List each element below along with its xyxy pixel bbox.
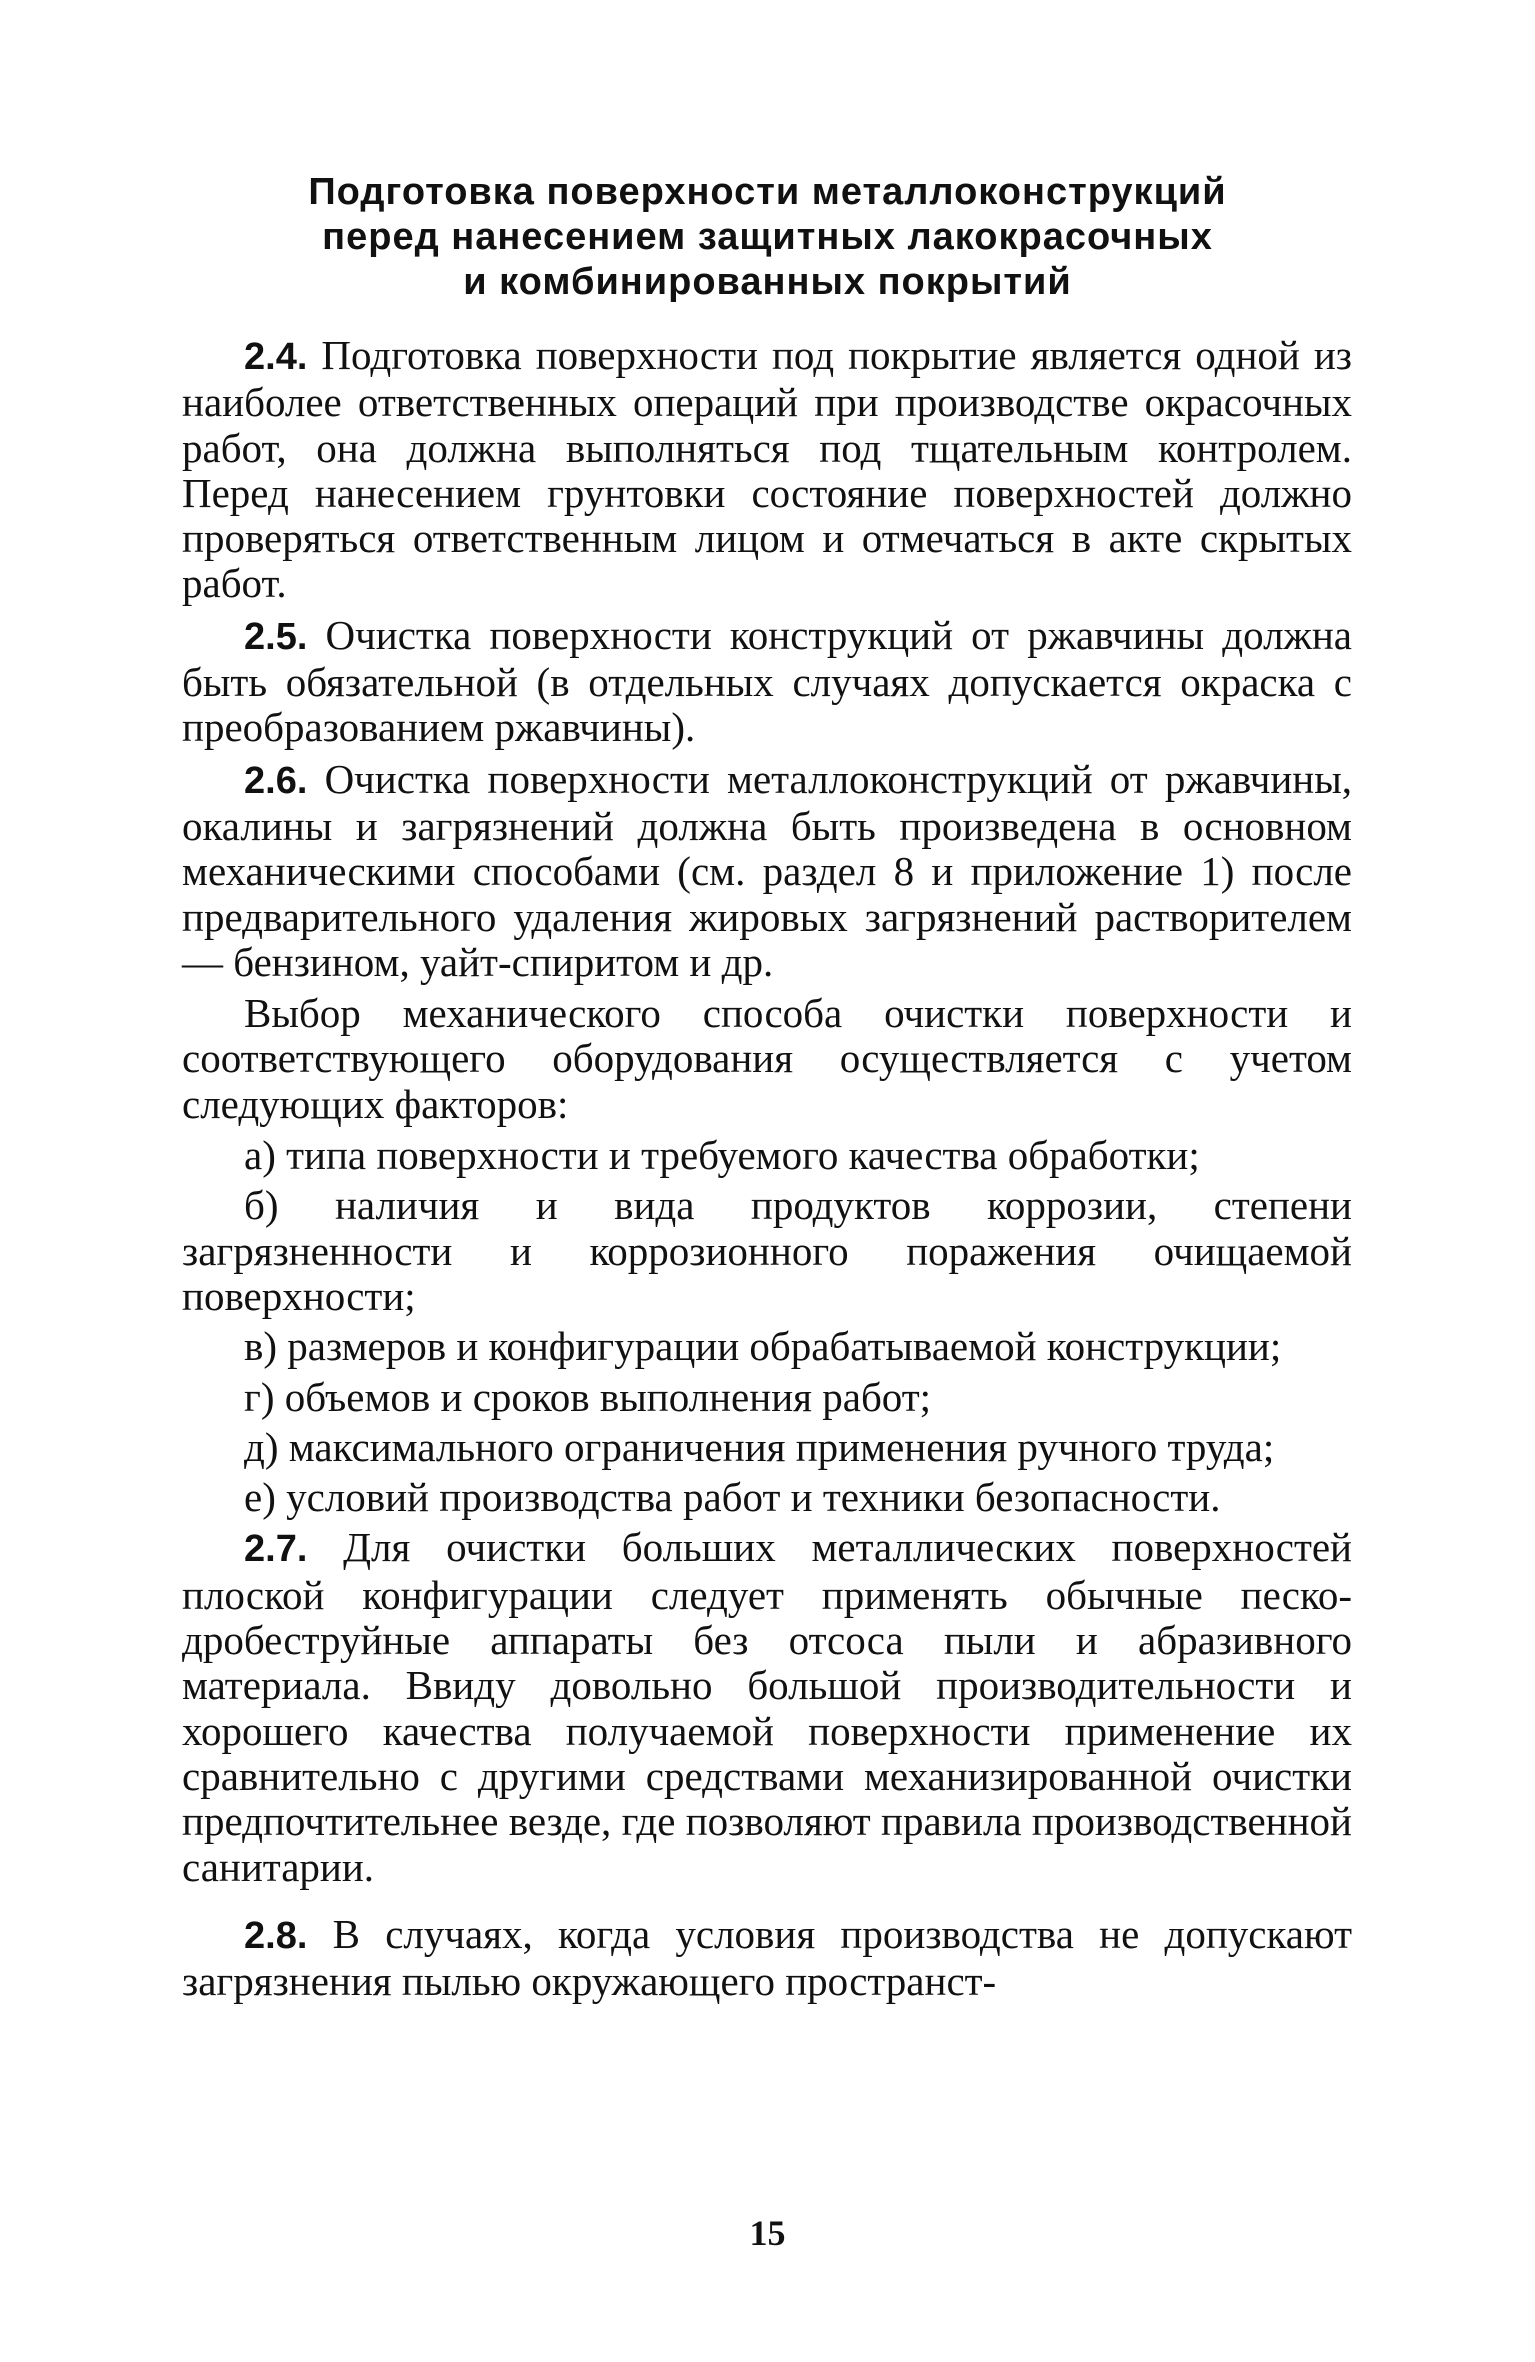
paragraph-number: 2.4. [244,336,308,378]
paragraph-2-7 [182,1525,1352,1889]
paragraph-selection-intro [182,991,1352,1127]
paragraph-text: В случаях, когда условия производства не допускают загрязнения пылью окружающего пространст- [182,1910,1352,2005]
heading-line-3: и комбинированных покрытий [463,261,1072,303]
paragraph-text: Очистка поверхности металлоконструкций от ржавчины, окалины и загрязнений должна быть произведена в основном механическими способами (см. раздел 8 и приложение 1) после предварительного удаления жировых загрязнений растворителем — бензином, уайт-спиритом и др. [182,755,1352,985]
factor-item: а) типа поверхности и требуемого качества обработки; [244,1132,1200,1179]
heading-line-2: перед нанесением защитных лакокрасочных [322,216,1213,258]
paragraph-number: 2.6. [244,759,308,802]
factor-item: в) размеров и конфигурации обрабатываемой конструкции; [244,1323,1282,1370]
paragraph-text: Для очистки больших металлических поверхностей плоской конфигурации следует применять обычные песко-дробеструйные аппараты без отсоса пыли и абразивного материала. Ввиду довольно большой производительности и хорошего качества получаемой поверхности применение их сравнительно с другими средствами механизированной очистки предпочтительнее везде, где позволяют правила производственной санитарии. [182,1524,1352,1890]
factor-item: б) наличия и вида продуктов коррозии, степени загрязненности и коррозионного поражения очищаемой поверхности; [182,1182,1352,1319]
paragraph-2-8 [182,1912,1352,2005]
paragraph-text: Подготовка поверхности под покрытие является одной из наиболее ответственных операций при производстве окрасочных работ, она должна выполняться под тщательным контролем. Перед нанесением грунтовки состояние поверхностей должно проверяться ответственным лицом и отмечаться в акте скрытых работ. [182,332,1352,607]
factor-item: е) условий производства работ и техники безопасности. [244,1474,1221,1521]
paragraph-number: 2.7. [244,1528,308,1571]
paragraph-2-6 [182,757,1352,985]
heading-line-1: Подготовка поверхности металлоконструкций [308,171,1227,213]
paragraph-text: Выбор механического способа очистки поверхности и соответствующего оборудования осуществляется с учетом следующих факторов: [182,990,1352,1127]
paragraph-2-5 [182,613,1352,751]
paragraph-number: 2.8. [244,1914,308,1957]
section-heading [180,170,1355,305]
paragraph-text: Очистка поверхности конструкций от ржавчины должна быть обязательной (в отдельных случаях допускается окраска с преобразованием ржавчины). [182,611,1352,751]
factor-item: д) максимального ограничения применения ручного труда; [244,1423,1275,1470]
body-text [182,333,1352,2010]
factor-item: г) объемов и сроков выполнения работ; [244,1373,932,1420]
page-number: 15 [749,2213,786,2253]
paragraph-2-4 [182,333,1352,607]
paragraph-number: 2.5. [244,615,308,658]
